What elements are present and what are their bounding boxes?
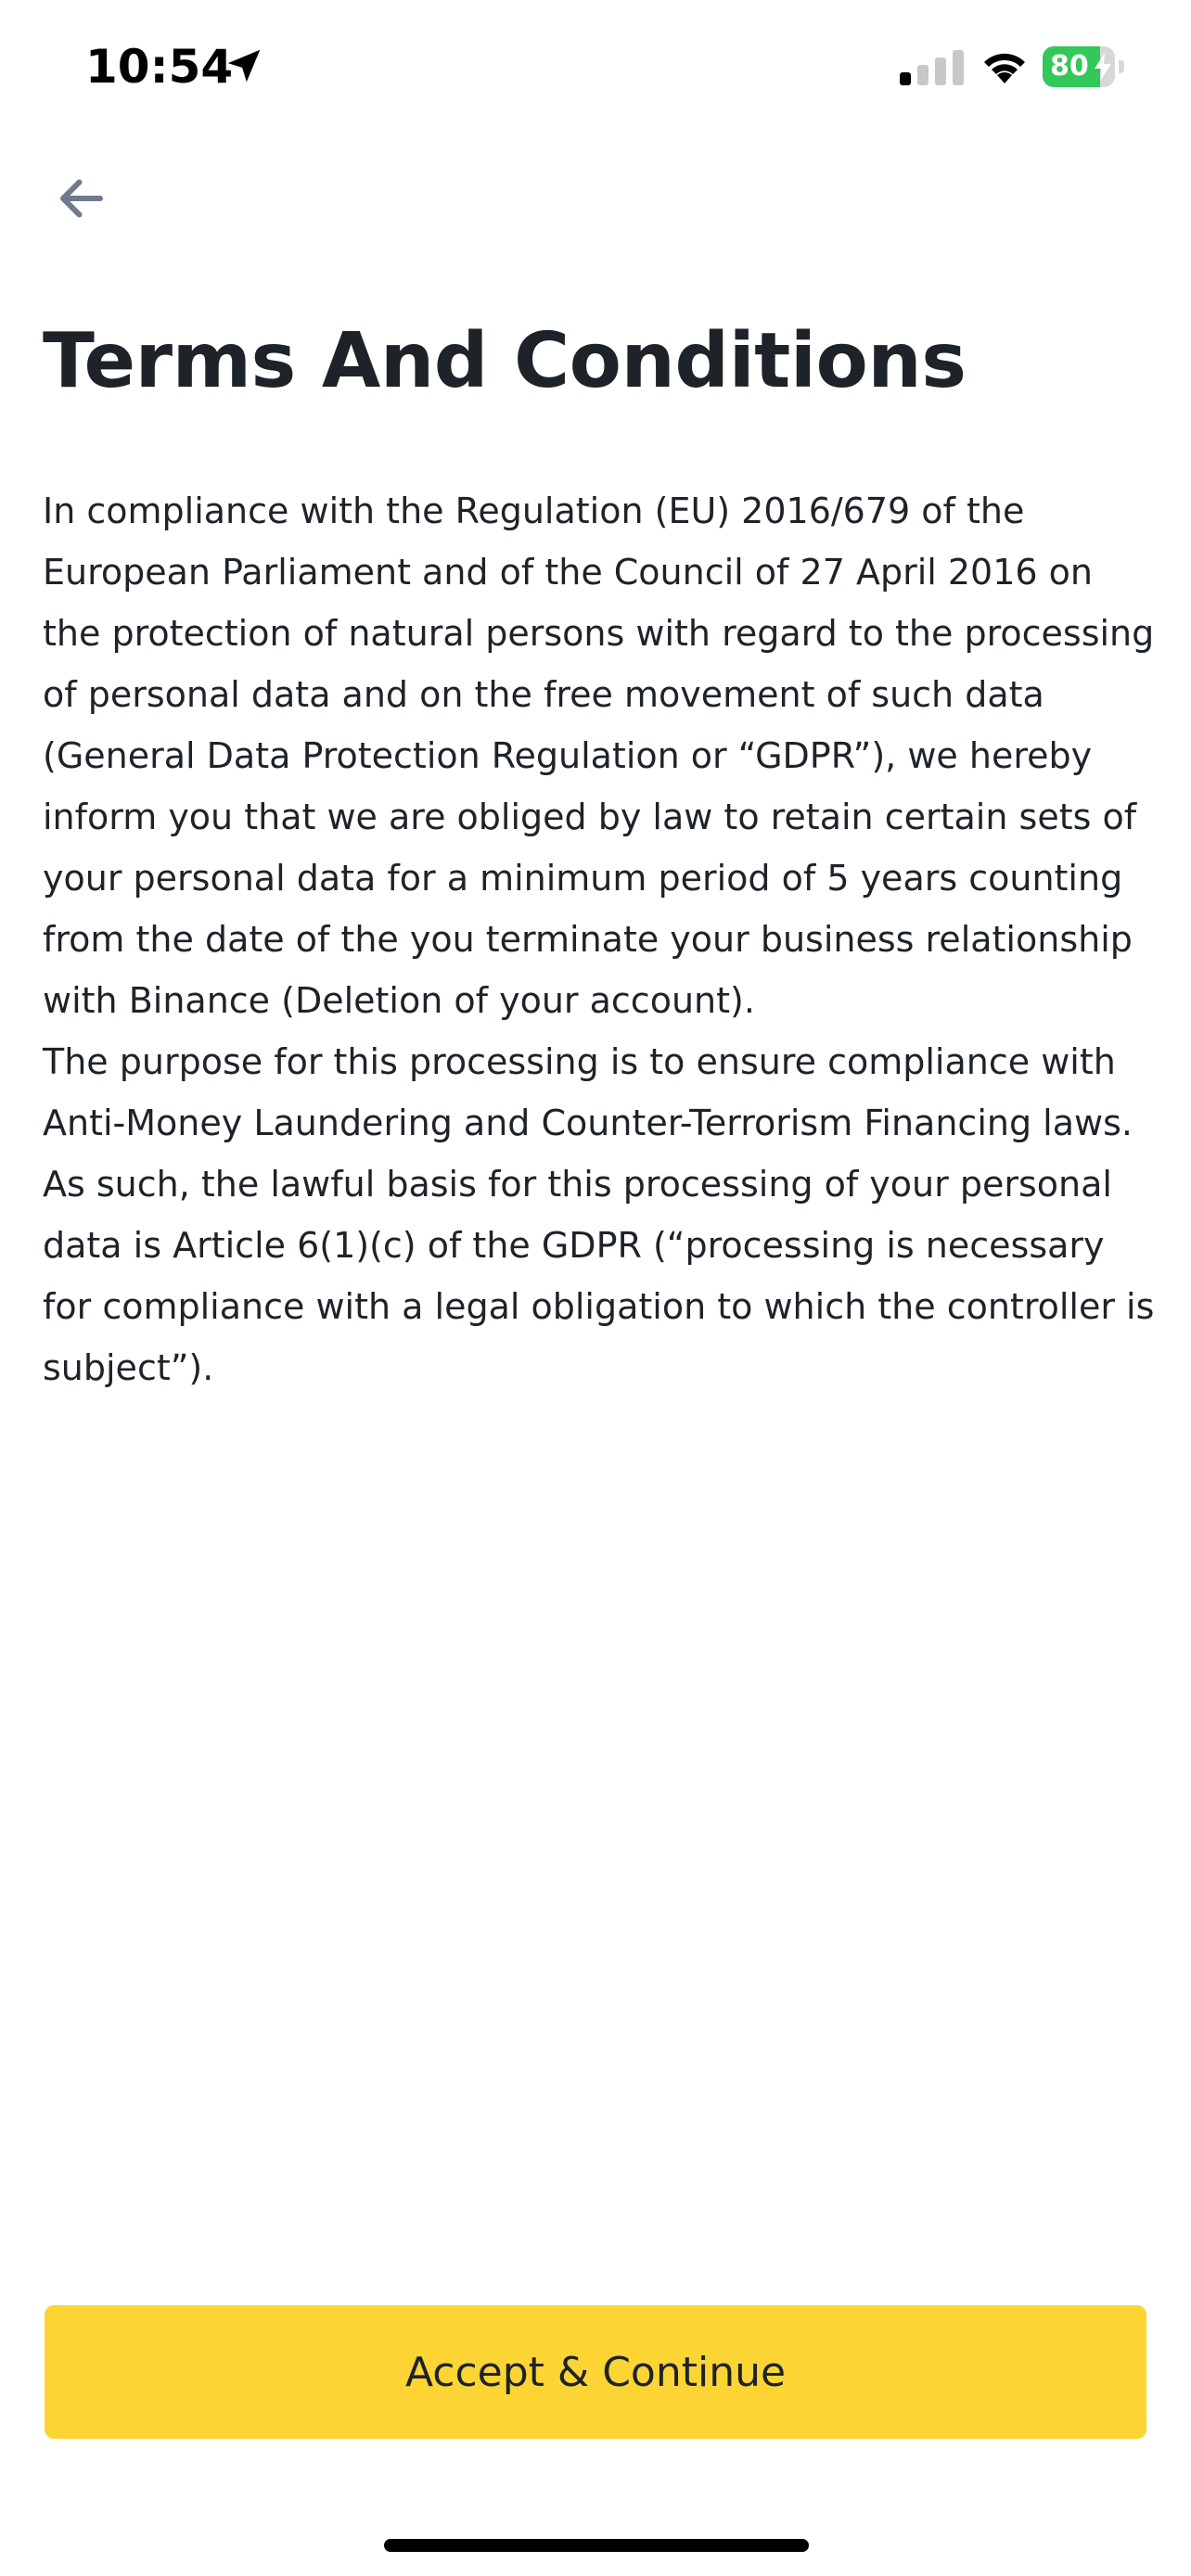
cellular-signal-icon xyxy=(900,48,965,87)
battery-body xyxy=(1043,46,1115,87)
status-time: 10:54 xyxy=(85,40,234,94)
battery-cap xyxy=(1119,60,1124,73)
wifi-icon xyxy=(979,46,1031,85)
battery-icon xyxy=(1043,46,1126,87)
location-arrow-icon xyxy=(223,45,265,87)
status-bar xyxy=(0,0,1191,139)
page-title: Terms And Conditions xyxy=(43,317,967,405)
terms-paragraph: The purpose for this processing is to ensure compliance with Anti-Money Laundering and Counter-Terrorism Financing laws. As such, the lawful basis for this processing of your personal data is Article 6(1)(c) of the GDPR (“processing is necessary for compliance with a legal obligation to which the controller is subject”). xyxy=(43,1041,1155,1388)
arrow-left-icon xyxy=(54,171,109,226)
battery-level: 80 xyxy=(1050,50,1089,83)
accept-continue-button[interactable]: Accept & Continue xyxy=(45,2305,1146,2439)
terms-body xyxy=(43,480,1156,1398)
charging-bolt-icon xyxy=(1093,52,1113,82)
back-button[interactable] xyxy=(43,159,121,237)
home-indicator xyxy=(384,2539,809,2552)
terms-paragraph: In compliance with the Regulation (EU) 2016/679 of the European Parliament and of the Council of 27 April 2016 on the protection of natural persons with regard to the processing of personal data and on the free movement of such data (General Data Protection Regulation or “GDPR”), we hereby inform you that we are obliged by law to retain certain sets of your personal data for a minimum period of 5 years counting from the date of the you terminate your business relationship with Binance (Deletion of your account). xyxy=(43,491,1155,1021)
